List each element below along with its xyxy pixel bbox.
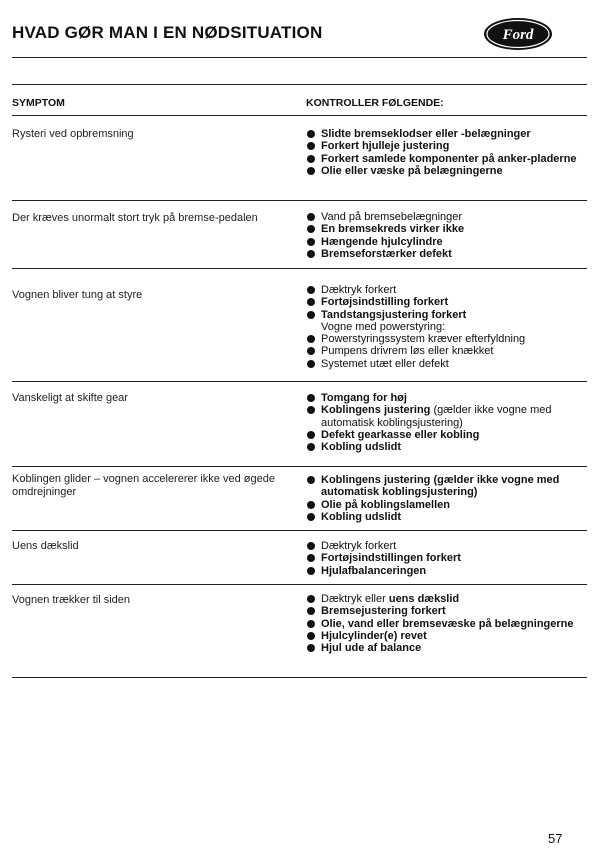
check-item — [307, 128, 577, 140]
page-number: 57 — [548, 831, 563, 846]
check-item — [307, 165, 577, 177]
bullet-icon — [307, 632, 315, 640]
check-item-text: Powerstyringssystem kræver efterfyldning — [321, 333, 526, 346]
check-item-text: Bremseforstærker defekt — [321, 247, 452, 260]
check-item-text: Olie eller væske på belægningerne — [321, 164, 503, 177]
bullet-icon — [307, 476, 315, 484]
row-divider — [12, 268, 587, 269]
page-title: HVAD GØR MAN I EN NØDSITUATION — [12, 23, 323, 42]
check-item-text: Forkert hjulleje justering — [321, 140, 450, 153]
check-item-text: uens dækslid — [388, 593, 460, 605]
bullet-icon — [307, 286, 315, 294]
bullet-icon — [307, 250, 315, 258]
bullet-icon — [307, 238, 315, 246]
bullet-icon — [307, 311, 315, 319]
check-item-text: Pumpens drivrem løs eller knækket — [321, 345, 494, 358]
check-item-text: Dæktryk eller — [321, 593, 389, 605]
row-divider — [12, 381, 587, 382]
check-item-text: Kobling udslidt — [321, 441, 402, 454]
bullet-icon — [307, 620, 315, 628]
check-item-text: Hjulafbalanceringen — [321, 564, 427, 577]
check-item — [307, 333, 577, 345]
check-list — [307, 474, 577, 523]
check-item — [307, 211, 577, 223]
check-item — [307, 358, 577, 370]
check-item — [307, 593, 577, 605]
check-item — [307, 630, 577, 642]
check-item — [307, 296, 577, 308]
title-rule — [12, 57, 587, 58]
check-item-text: Bremsejustering forkert — [321, 605, 446, 618]
check-item — [307, 140, 577, 152]
check-item — [307, 565, 577, 577]
check-item-text: Koblingens justering (gælder ikke vogne med automatisk koblingsjustering) — [321, 474, 560, 499]
check-header: KONTROLLER FØLGENDE: — [306, 97, 444, 109]
row-divider — [12, 584, 587, 585]
check-item-text: Olie på koblingslamellen — [321, 498, 450, 511]
row-divider — [12, 200, 587, 201]
bullet-icon — [307, 567, 315, 575]
check-list — [307, 211, 577, 260]
check-item-text: Tomgang for høj — [321, 392, 407, 404]
row-divider — [12, 530, 587, 531]
bullet-icon — [307, 542, 315, 550]
check-item-text: Hjul ude af balance — [321, 642, 422, 655]
symptom-text: Uens dækslid — [12, 540, 79, 552]
bullet-icon — [307, 347, 315, 355]
ford-logo — [483, 17, 553, 51]
check-item-text: En bremsekreds virker ikke — [321, 223, 465, 236]
check-list — [307, 593, 577, 654]
check-item-text: Hjulcylinder(e) revet — [321, 629, 427, 642]
check-item — [307, 540, 577, 552]
check-item-text: Dæktryk forkert — [321, 284, 397, 296]
check-item — [307, 552, 577, 564]
bullet-icon — [307, 130, 315, 138]
check-item — [307, 236, 577, 248]
check-item-text: Defekt gearkasse eller kobling — [321, 428, 480, 441]
symptom-text: Vanskeligt at skifte gear — [12, 392, 128, 404]
check-item-text: Olie, vand eller bremsevæske på belægningerne — [321, 617, 574, 630]
row-divider — [12, 677, 587, 678]
symptom-text: Vognen bliver tung at styre — [12, 289, 143, 301]
check-item — [307, 404, 577, 429]
check-item-text: Koblingens justering — [321, 404, 431, 417]
header-rule — [12, 115, 587, 116]
check-item — [307, 284, 577, 296]
check-item-text: Fortøjsindstillingen forkert — [321, 552, 461, 565]
check-list — [307, 540, 577, 577]
check-item — [307, 321, 577, 333]
bullet-icon — [307, 513, 315, 521]
check-list — [307, 128, 577, 177]
check-item — [307, 499, 577, 511]
check-item — [307, 441, 577, 453]
symptom-header: SYMPTOM — [12, 97, 65, 109]
bullet-icon — [307, 554, 315, 562]
check-item — [307, 248, 577, 260]
bullet-icon — [307, 155, 315, 163]
check-item — [307, 642, 577, 654]
check-item-text: Vogne med powerstyring: — [321, 320, 446, 333]
check-item-text: Tandstangsjustering forkert — [321, 308, 467, 321]
check-item — [307, 618, 577, 630]
check-item-text: Dæktryk forkert — [321, 540, 397, 552]
ford-logo-text: Ford — [502, 27, 534, 43]
check-item — [307, 223, 577, 235]
check-item — [307, 511, 577, 523]
check-item-text: Slidte bremseklodser eller -belægninger — [321, 128, 531, 140]
check-item — [307, 309, 577, 321]
check-item-text: Hængende hjulcylindre — [321, 235, 443, 248]
header-top-rule — [12, 84, 587, 85]
bullet-icon — [307, 431, 315, 439]
check-item-text: Vand på bremsebelægninger — [321, 211, 463, 223]
check-list — [307, 284, 577, 370]
check-item-text: Kobling udslidt — [321, 510, 402, 523]
symptom-text: Koblingen glider – vognen accelererer ikke ved øgede omdrejninger — [12, 473, 275, 498]
check-item-text: Fortøjsindstilling forkert — [321, 296, 449, 309]
check-item-text: Forkert samlede komponenter på anker-pladerne — [321, 152, 577, 165]
bullet-icon — [307, 607, 315, 615]
check-item-text: Systemet utæt eller defekt — [321, 357, 449, 370]
check-list — [307, 392, 577, 453]
check-item — [307, 345, 577, 357]
check-item — [307, 474, 577, 499]
bullet-icon — [307, 406, 315, 414]
bullet-icon — [307, 443, 315, 451]
bullet-icon — [307, 394, 315, 402]
bullet-icon — [307, 644, 315, 652]
check-item-text: (gælder ikke vogne med automatisk koblingsjustering) — [321, 404, 552, 429]
bullet-icon — [307, 595, 315, 603]
check-item — [307, 153, 577, 165]
symptom-text: Rysteri ved opbremsning — [12, 128, 134, 140]
bullet-icon — [307, 335, 315, 343]
bullet-icon — [307, 298, 315, 306]
bullet-icon — [307, 225, 315, 233]
bullet-icon — [307, 142, 315, 150]
check-item — [307, 429, 577, 441]
bullet-icon — [307, 501, 315, 509]
check-item — [307, 392, 577, 404]
symptom-text: Vognen trækker til siden — [12, 594, 131, 606]
row-divider — [12, 466, 587, 467]
bullet-icon — [307, 167, 315, 175]
bullet-icon — [307, 213, 315, 221]
symptom-text: Der kræves unormalt stort tryk på bremse-pedalen — [12, 212, 258, 224]
bullet-icon — [307, 360, 315, 368]
check-item — [307, 605, 577, 617]
